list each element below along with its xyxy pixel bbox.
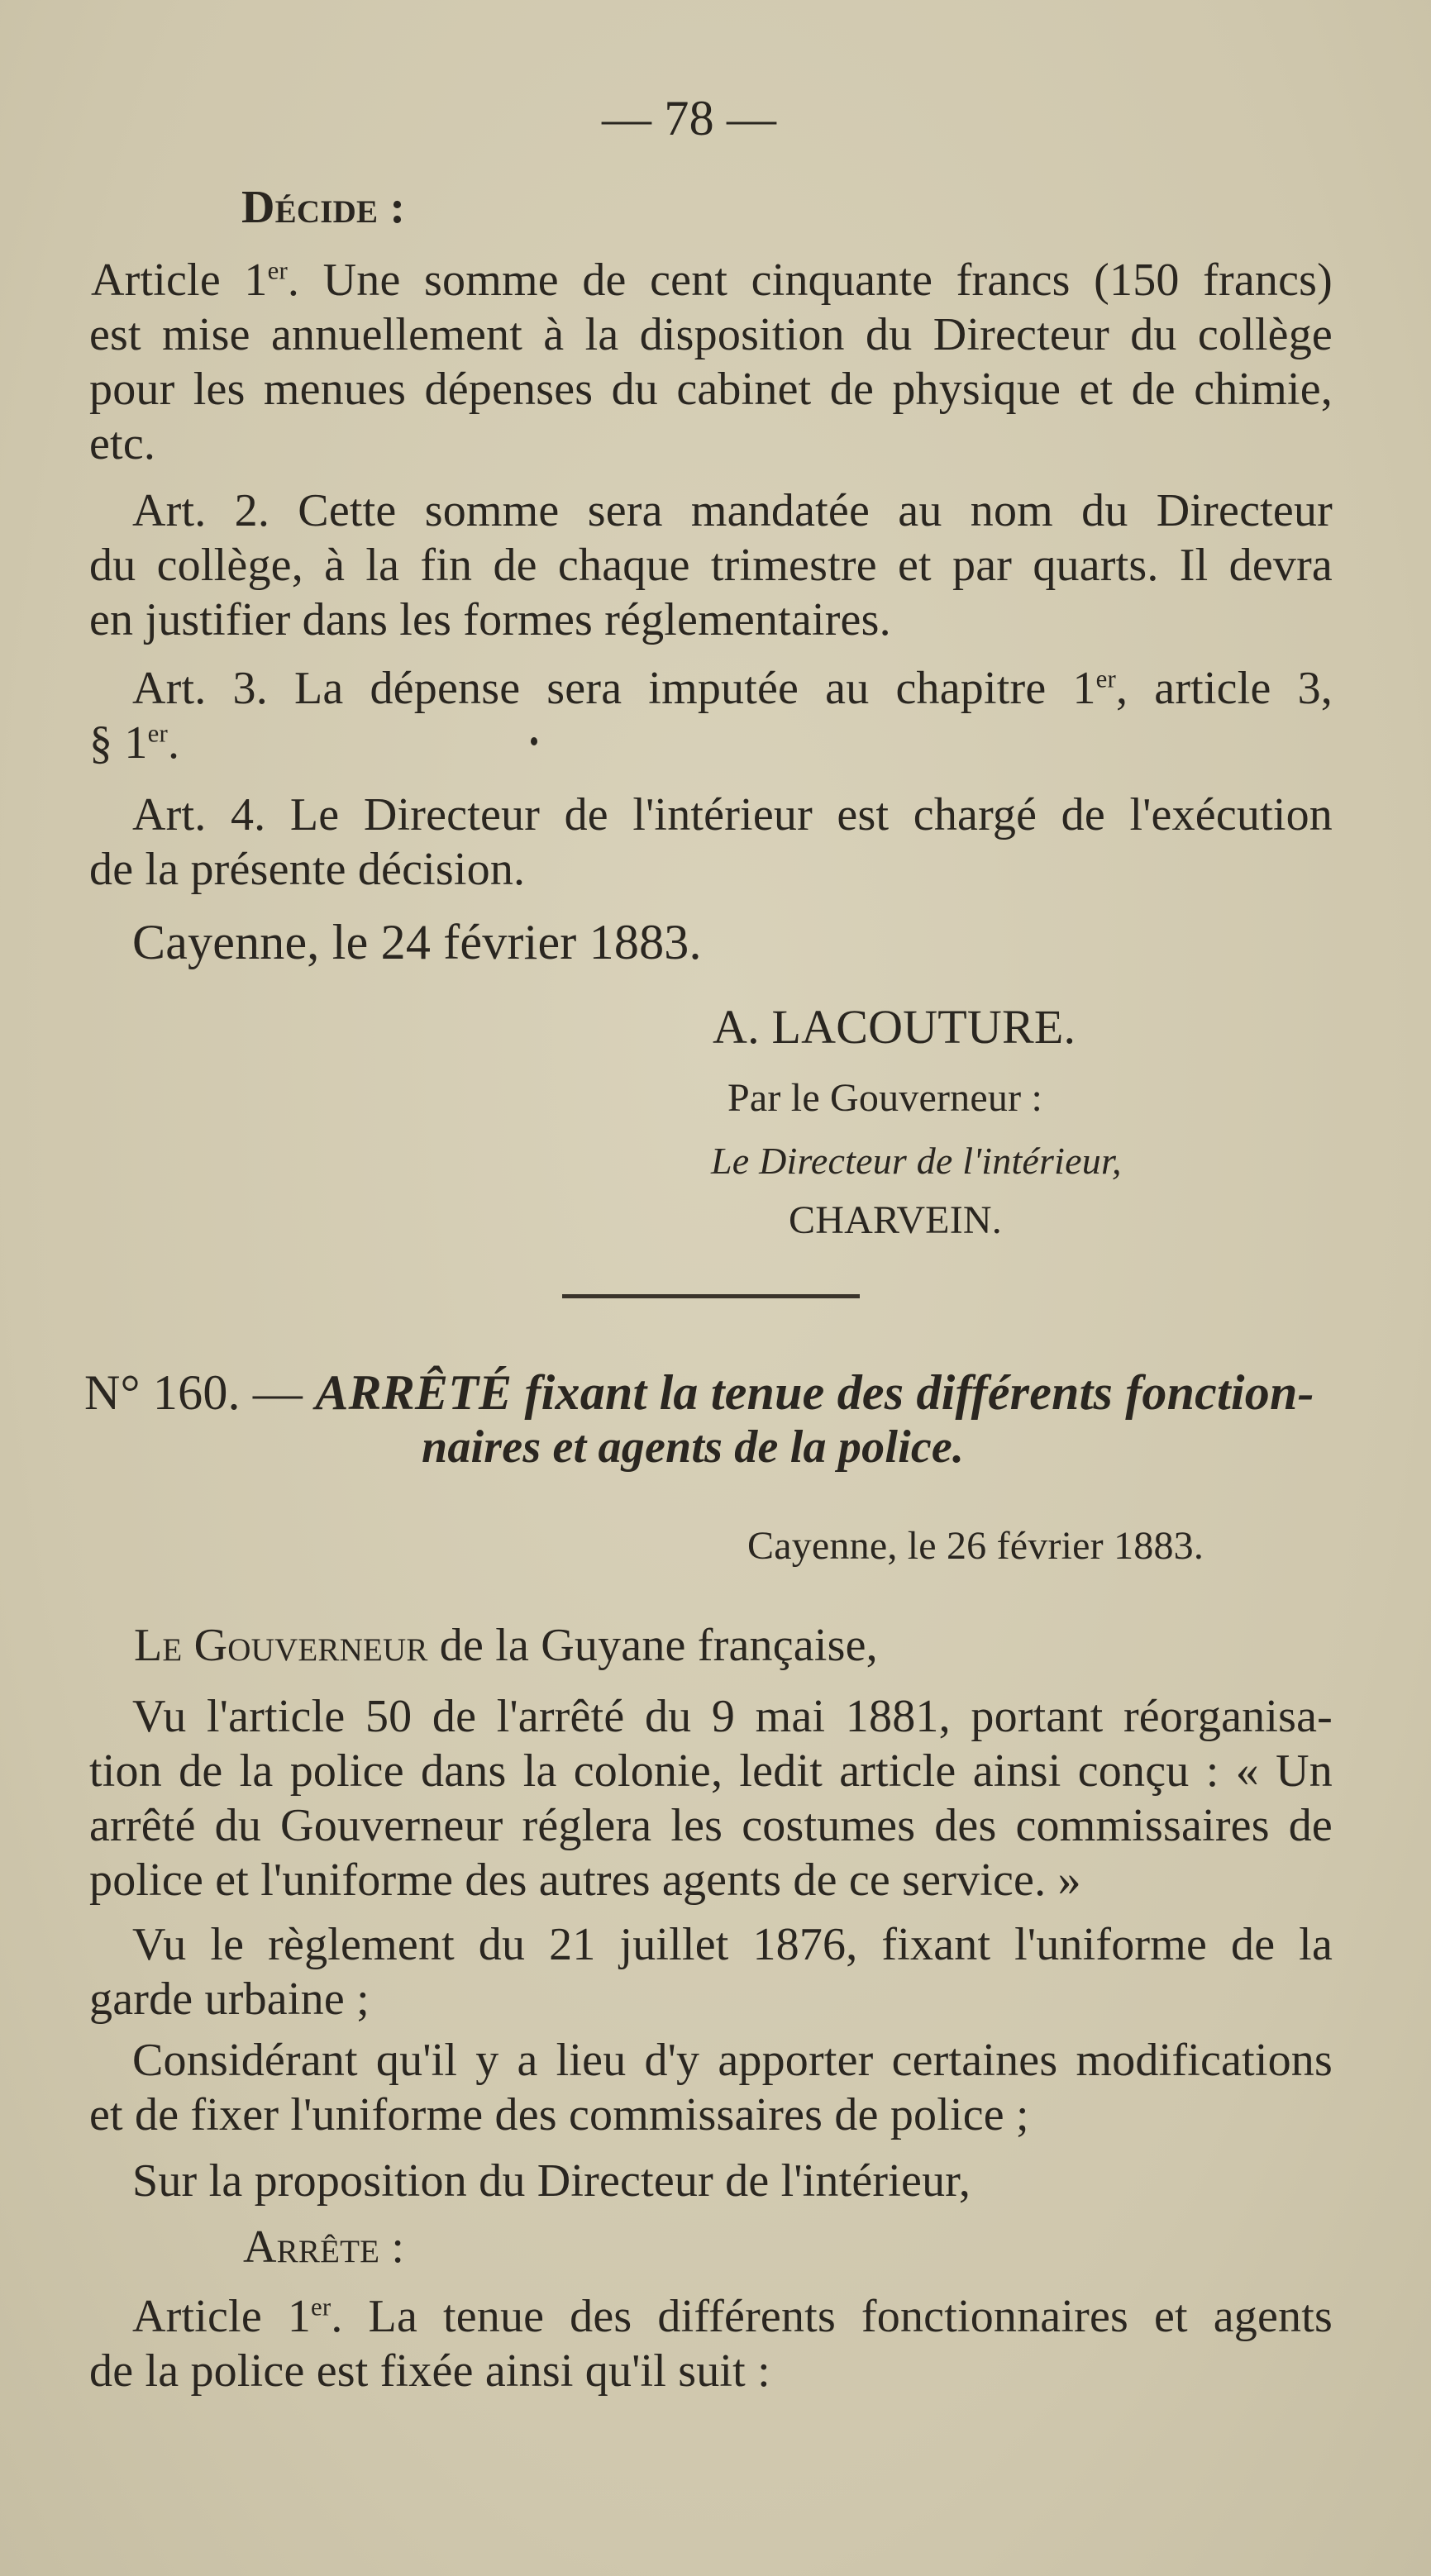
vu1-line2: tion de la police dans la colonie, ledit article ainsi conçu : « Un (89, 1745, 1333, 1797)
page-number: — 78 — (602, 91, 777, 145)
governor-line: Le Gouverneur de la Guyane française, (134, 1620, 878, 1671)
section-divider (562, 1294, 860, 1298)
proposition-line: Sur la proposition du Directeur de l'intérieur, (132, 2155, 971, 2207)
considerant-line2: et de fixer l'uniforme des commissaires de police ; (89, 2089, 1029, 2140)
arrete-article1-line1: Article 1er. La tenue des différents fonctionnaires et agents (132, 2291, 1333, 2342)
article1-line1: Article 1er. Une somme de cent cinquante francs (150 francs) (91, 255, 1333, 306)
art2-line2: du collège, à la fin de chaque trimestre et par quarts. Il devra (89, 540, 1333, 591)
art4-line1: Art. 4. Le Directeur de l'intérieur est chargé de l'exécution (132, 789, 1333, 840)
art3-line1: Art. 3. La dépense sera imputée au chapitre 1er, article 3, (132, 663, 1333, 714)
vu2-line2: garde urbaine ; (89, 1974, 370, 2025)
arrete-title-line2: naires et agents de la police. (422, 1421, 965, 1473)
arrete-article1-line2: de la police est fixée ainsi qu'il suit : (89, 2345, 770, 2397)
director-title: Le Directeur de l'intérieur, (711, 1140, 1122, 1182)
art3-line2: § 1er. (89, 717, 180, 769)
vu1-line1: Vu l'article 50 de l'arrêté du 9 mai 1881, portant réorganisa- (132, 1691, 1333, 1742)
arrete-title-line1: N° 160. — ARRÊTÉ fixant la tenue des différents fonction- (84, 1365, 1314, 1420)
vu2-line1: Vu le règlement du 21 juillet 1876, fixant l'uniforme de la (132, 1919, 1333, 1970)
signatory-name: A. LACOUTURE. (713, 1000, 1076, 1054)
considerant-line1: Considérant qu'il y a lieu d'y apporter certaines modifications (132, 2035, 1333, 2086)
vu1-line3: arrêté du Gouverneur réglera les costumes des commissaires de (89, 1800, 1333, 1851)
article1-line4: etc. (89, 418, 156, 469)
art2-line3: en justifier dans les formes réglementaires. (89, 594, 891, 645)
director-name: CHARVEIN. (789, 1198, 1002, 1242)
art4-line2: de la présente décision. (89, 844, 526, 895)
vu1-line4: police et l'uniforme des autres agents de ce service. » (89, 1855, 1081, 1906)
art2-line1: Art. 2. Cette somme sera mandatée au nom du Directeur (132, 485, 1333, 536)
ink-spot (531, 737, 537, 745)
decide-heading: Décide : (241, 182, 406, 233)
article1-line2: est mise annuellement à la disposition du Directeur du collège (89, 309, 1333, 360)
article1-line3: pour les menues dépenses du cabinet de physique et de chimie, (89, 364, 1333, 415)
arrete-place-date: Cayenne, le 26 février 1883. (747, 1524, 1204, 1568)
decision-place-date: Cayenne, le 24 février 1883. (132, 915, 702, 969)
by-governor: Par le Gouverneur : (727, 1076, 1043, 1120)
arrete-heading: Arrête : (243, 2221, 405, 2273)
